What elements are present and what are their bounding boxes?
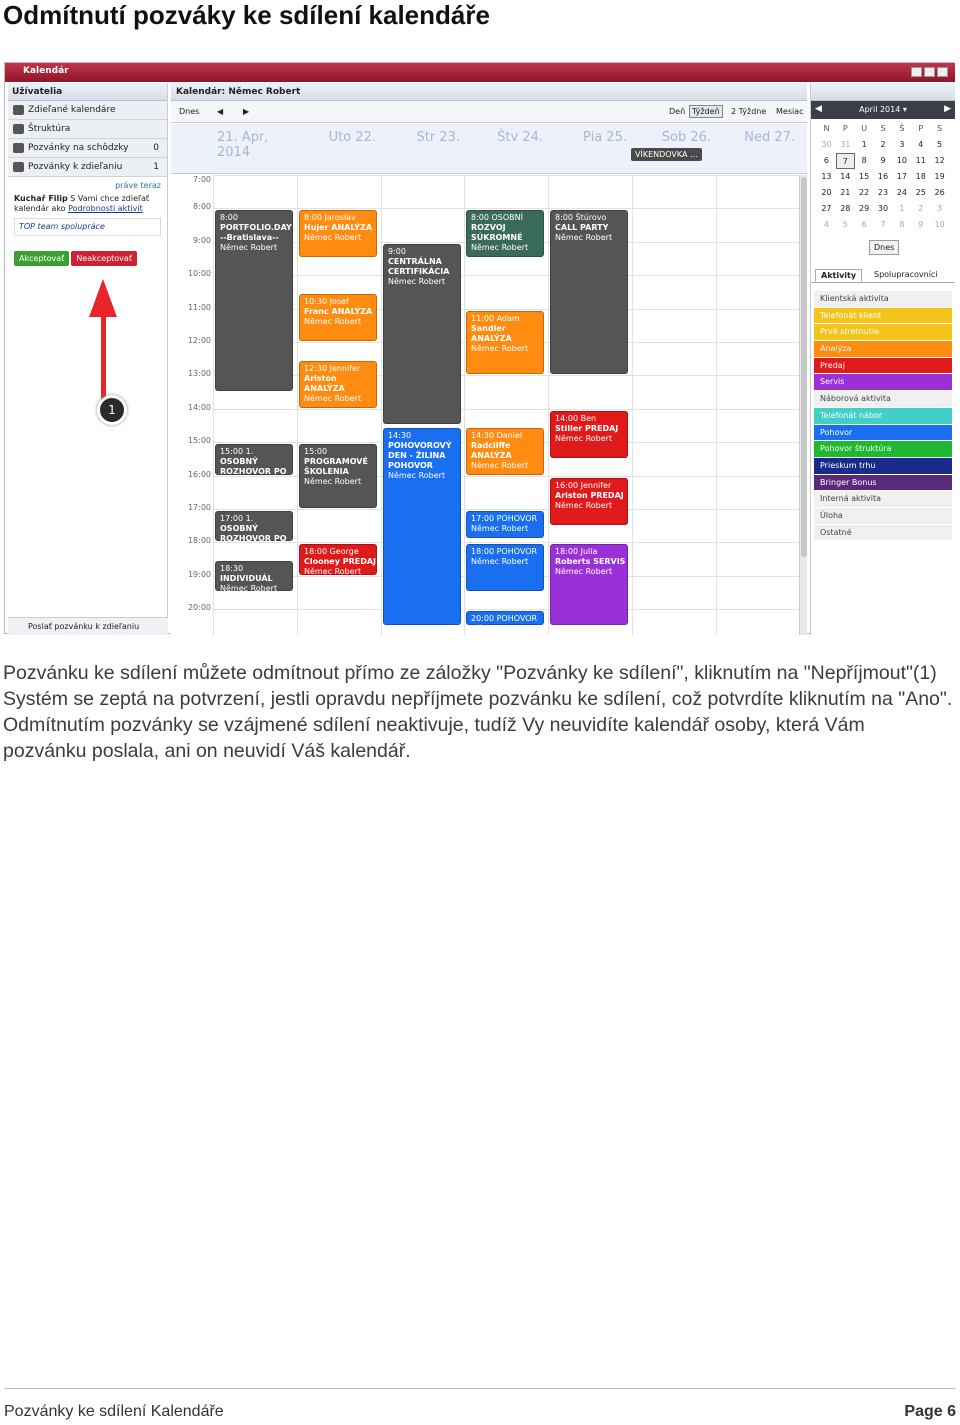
event-text: DEN - ŽILINA xyxy=(388,450,446,460)
time-label: 19:00 xyxy=(187,569,211,579)
event-text: --Bratislava-- xyxy=(220,233,279,243)
chevron-down-icon[interactable]: ▾ xyxy=(900,105,907,114)
event-text: Němec Robert xyxy=(304,316,362,326)
event-text: Hujer ANALÝZA xyxy=(304,223,373,233)
day-column-line xyxy=(548,175,549,635)
mini-calendar-day[interactable]: 7 xyxy=(880,220,886,229)
day-header[interactable]: Sob 26. xyxy=(661,130,711,145)
calendar-event[interactable] xyxy=(466,611,544,634)
event-text: Němec Robert xyxy=(304,233,362,243)
week-row xyxy=(817,217,949,233)
mini-calendar-day[interactable]: 7 xyxy=(836,153,855,169)
time-label: 11:00 xyxy=(187,302,211,312)
event-text: ANALÝZA xyxy=(471,450,512,460)
time-label: 12:00 xyxy=(187,336,211,345)
mini-calendar-day[interactable]: 16 xyxy=(877,172,889,181)
time-label: 7:00 xyxy=(193,175,211,184)
minimize-icon[interactable] xyxy=(911,67,922,77)
mini-calendar-day[interactable]: 19 xyxy=(934,172,945,181)
event-text: Němec Robert xyxy=(388,276,446,286)
event-text: 12:30 Jennifer xyxy=(304,363,361,373)
mini-calendar-day[interactable]: 1 xyxy=(861,140,867,149)
mini-calendar-day[interactable]: 12 xyxy=(934,156,945,165)
annotation-marker: 1 xyxy=(97,395,127,425)
event-text: Němec Robert xyxy=(220,584,278,594)
calendar-event[interactable] xyxy=(466,544,544,591)
weekday-label: S xyxy=(937,124,943,133)
mini-calendar-day[interactable]: 3 xyxy=(937,204,943,213)
hour-line xyxy=(213,175,801,176)
event-text: ROZVOJ xyxy=(471,223,506,233)
event-text: Radcliffe xyxy=(471,440,511,450)
nav-item-shared-calendars[interactable] xyxy=(8,101,167,120)
nav-item-share-invites[interactable] xyxy=(8,158,167,177)
time-label: 17:00 xyxy=(187,503,211,512)
weekday-label: P xyxy=(842,124,848,133)
next-month-icon[interactable]: ▶ xyxy=(944,104,951,114)
annotation-arrow-head xyxy=(89,279,117,317)
event-text: INDIVIDUÁL xyxy=(220,574,273,584)
calendar-event[interactable] xyxy=(299,544,377,577)
mini-calendar-day[interactable]: 27 xyxy=(821,204,832,213)
mini-calendar-day[interactable]: 15 xyxy=(859,172,870,181)
day-column-line xyxy=(632,175,633,635)
event-text: ANALÝZA xyxy=(304,383,345,393)
mini-calendar-day[interactable]: 9 xyxy=(918,220,924,229)
event-text: SÚKROMNÉ xyxy=(471,233,523,243)
mini-calendar-day[interactable]: 3 xyxy=(899,140,905,149)
event-text: 11:00 Adam xyxy=(471,313,520,323)
event-text: Roberts SERVIS xyxy=(555,557,626,567)
calendar-scrollbar[interactable] xyxy=(799,175,807,635)
nav-item-label: Štruktúra xyxy=(28,124,71,134)
nav-item-label: Zdieľané kalendáre xyxy=(28,105,116,115)
footer-title: Pozvánky ke sdílení Kalendáře xyxy=(4,1403,224,1420)
close-icon[interactable] xyxy=(937,67,948,77)
left-panel-header xyxy=(8,83,167,101)
day-header[interactable]: Ned 27. xyxy=(744,130,795,145)
right-panel-header xyxy=(811,83,955,101)
invitation-note: TOP team spolupráce xyxy=(14,218,161,236)
decline-button[interactable]: Neakceptovať xyxy=(71,251,137,266)
view-2weeks[interactable]: 2 Týždne xyxy=(731,107,767,116)
nav-item-count: 1 xyxy=(153,162,159,172)
calendar-event[interactable] xyxy=(550,411,628,458)
event-text: OSOBNÝ xyxy=(220,524,258,533)
accept-button[interactable]: Akceptovať xyxy=(14,251,69,266)
calendar-event[interactable] xyxy=(215,561,293,594)
event-text: Němec Robert xyxy=(220,243,278,253)
event-text: Ariston xyxy=(304,373,337,383)
event-text: ŠKOLENIA xyxy=(304,467,349,477)
event-text: 10:30 Josef xyxy=(304,296,349,306)
invitation-time: práve teraz xyxy=(115,181,161,190)
mini-calendar-day[interactable]: 11 xyxy=(915,156,926,165)
next-arrow-icon[interactable]: ▶ xyxy=(243,107,250,116)
event-text: Němec Robert xyxy=(471,557,529,567)
event-text: ROZHOVOR PO xyxy=(220,534,287,543)
right-panel-tabs xyxy=(811,267,955,283)
mini-calendar-day[interactable]: 8 xyxy=(861,156,867,165)
event-text: 20:00 POHOVOR xyxy=(471,614,538,624)
weekday-label: P xyxy=(918,124,924,133)
event-text: CERTIFIKÁCIA xyxy=(388,266,450,276)
weekday-label: Š xyxy=(899,124,905,133)
event-text: Němec Robert xyxy=(555,233,613,243)
send-share-invite-link[interactable] xyxy=(8,617,168,635)
event-text: Němec Robert xyxy=(388,470,446,480)
activity-category[interactable]: Ostatné xyxy=(814,525,952,542)
mini-calendar xyxy=(811,119,955,235)
mini-calendar-day[interactable]: 10 xyxy=(896,156,907,165)
mini-calendar-day[interactable]: 31 xyxy=(840,140,851,149)
time-label: 10:00 xyxy=(187,269,211,279)
structure-icon xyxy=(13,124,24,134)
mini-calendar-day[interactable]: 4 xyxy=(823,220,829,229)
activity-category[interactable]: Bringer Bonus xyxy=(814,475,952,492)
mini-calendar-day[interactable]: 26 xyxy=(934,188,945,197)
event-text: CENTRÁLNA xyxy=(388,256,442,266)
people-icon xyxy=(13,162,24,172)
tab-colleagues[interactable]: Spolupracovníci xyxy=(874,270,938,279)
weekday-label: N xyxy=(823,124,830,133)
activity-category[interactable]: Náborová aktivita xyxy=(814,391,952,408)
mini-calendar-day[interactable]: 25 xyxy=(915,188,926,197)
maximize-icon[interactable] xyxy=(924,67,935,77)
calendar-icon xyxy=(13,105,24,115)
week-row xyxy=(817,153,949,169)
calendar-event[interactable] xyxy=(299,444,377,508)
weekday-header-row xyxy=(817,121,949,137)
footer-divider xyxy=(4,1388,956,1389)
mini-calendar-day[interactable]: 6 xyxy=(823,156,829,165)
hour-line xyxy=(213,542,801,543)
event-text: Němec Robert xyxy=(471,624,529,634)
mini-calendar-day[interactable]: 24 xyxy=(896,188,907,197)
hour-line xyxy=(213,275,801,276)
mini-today-button[interactable]: Dnes xyxy=(869,240,899,255)
event-text: 18:00 Julia xyxy=(555,547,598,557)
month-label[interactable]: April 2014 xyxy=(859,105,901,114)
activity-category[interactable]: Pohovor xyxy=(814,425,952,442)
week-row xyxy=(817,137,949,153)
event-text: 14:30 xyxy=(388,430,412,440)
mini-calendar-header xyxy=(811,101,955,119)
activity-category[interactable]: Prieskum trhu xyxy=(814,458,952,475)
activity-category[interactable]: Úloha xyxy=(814,508,952,525)
window-title: Kalendár xyxy=(23,66,69,76)
left-panel xyxy=(8,83,168,635)
event-text: Ariston PREDAJ xyxy=(555,490,624,500)
event-text: PORTFOLIO.DAY xyxy=(220,223,292,233)
time-label: 16:00 xyxy=(187,469,211,479)
event-text: 17:00 1. xyxy=(220,514,254,523)
right-panel xyxy=(810,83,955,635)
event-text: Němec Robert xyxy=(555,500,613,510)
event-text: Clooney PREDAJ xyxy=(304,557,377,567)
time-label: 18:00 xyxy=(187,536,211,546)
day-column-line xyxy=(381,175,382,635)
nav-item-structure[interactable] xyxy=(8,120,167,139)
nav-item-meeting-invites[interactable] xyxy=(8,139,167,158)
mini-calendar-day[interactable]: 6 xyxy=(861,220,867,229)
calendar-event[interactable] xyxy=(299,361,377,408)
week-row xyxy=(817,185,949,201)
event-text: Němec Robert xyxy=(304,393,362,403)
calendar-event[interactable] xyxy=(215,210,293,391)
day-header[interactable]: Uto 22. xyxy=(328,130,376,145)
mini-calendar-day[interactable]: 5 xyxy=(937,140,943,149)
hour-line xyxy=(213,208,801,209)
time-label: 13:00 xyxy=(187,369,211,379)
event-text: OSOBNÝ xyxy=(220,457,258,467)
invitation-permission-link[interactable]: Podrobnosti aktivít xyxy=(68,204,143,213)
event-text: CALL PARTY xyxy=(555,223,609,233)
mini-calendar-day[interactable]: 8 xyxy=(899,220,905,229)
view-week[interactable]: Týždeň xyxy=(689,105,723,118)
invitation-sender: Kuchař Filip xyxy=(14,194,68,203)
page-number: Page 6 xyxy=(904,1403,956,1420)
mini-calendar-day[interactable]: 4 xyxy=(918,140,924,149)
mini-calendar-day[interactable]: 20 xyxy=(821,188,832,197)
share-invitation xyxy=(8,177,167,273)
time-label: 20:00 xyxy=(187,603,211,613)
view-month[interactable]: Mesiac xyxy=(776,107,804,116)
activity-category[interactable]: Telefonát nábor xyxy=(814,408,952,425)
day-column-line xyxy=(297,175,298,635)
calendar-event[interactable] xyxy=(466,210,544,257)
hour-line xyxy=(213,509,801,510)
calendar-event[interactable] xyxy=(550,544,628,625)
weekday-label: U xyxy=(861,124,868,133)
mini-calendar-day[interactable]: 14 xyxy=(840,172,851,181)
mini-calendar-day[interactable]: 22 xyxy=(859,188,870,197)
activity-category[interactable]: Klientská aktivita xyxy=(814,291,952,308)
mini-calendar-day[interactable]: 28 xyxy=(840,204,851,213)
mini-calendar-day[interactable]: 9 xyxy=(880,156,886,165)
event-text: Stiller PREDAJ xyxy=(555,423,619,433)
activity-category[interactable]: Predaj xyxy=(814,358,952,375)
event-text: 15:00 xyxy=(304,447,328,457)
tab-activities[interactable]: Aktivity xyxy=(815,269,862,282)
activity-category[interactable]: Prvé stretnutie xyxy=(814,324,952,341)
left-panel-title: Užívatelia xyxy=(12,87,63,97)
invitation-text: S Vami chce zdieľať kalendár ako xyxy=(14,194,150,213)
nav-item-label: Pozvánky k zdieľaniu xyxy=(28,162,123,172)
event-text: Němec Robert xyxy=(471,524,529,533)
hour-line xyxy=(213,409,801,410)
time-label: 14:00 xyxy=(187,402,211,412)
day-headers xyxy=(171,124,807,174)
prev-arrow-icon[interactable]: ◀ xyxy=(217,107,224,116)
calendar-event[interactable] xyxy=(383,428,461,625)
event-text: 14:00 Ben xyxy=(555,413,597,423)
mini-calendar-day[interactable]: 18 xyxy=(915,172,926,181)
event-text: 17:00 POHOVOR xyxy=(471,514,538,523)
event-text: POHOVOROVÝ xyxy=(388,440,452,450)
event-text: Franc ANALÝZA xyxy=(304,306,373,316)
day-column-line xyxy=(716,175,717,635)
event-text: 9:00 xyxy=(388,246,406,256)
activity-categories xyxy=(811,291,955,541)
event-text: PROGRAMOVÉ xyxy=(304,457,368,467)
event-text: Němec Robert xyxy=(304,567,362,577)
calendar-event[interactable] xyxy=(299,294,377,341)
event-text: Němec Robert xyxy=(555,567,613,577)
time-label: 9:00 xyxy=(193,235,211,245)
event-text: Sandler xyxy=(471,323,506,333)
event-text: 18:30 xyxy=(220,564,244,574)
day-header[interactable]: 21. Apr, 2014 xyxy=(217,130,269,160)
mini-calendar-day[interactable]: 30 xyxy=(877,204,889,213)
time-label: 8:00 xyxy=(193,202,211,212)
today-button[interactable]: Dnes xyxy=(179,107,200,116)
nav-item-label: Pozvánky na schôdzky xyxy=(28,143,129,153)
event-text: Němec Robert xyxy=(471,343,529,353)
mini-calendar-day[interactable]: 13 xyxy=(821,172,832,181)
calendar-event[interactable] xyxy=(299,210,377,257)
day-header[interactable]: Str 23. xyxy=(416,130,460,145)
mini-calendar-day[interactable]: 2 xyxy=(880,140,886,149)
calendar-event[interactable] xyxy=(466,311,544,375)
activity-category[interactable]: Pohovor štruktúra xyxy=(814,441,952,458)
event-text: ROZHOVOR PO xyxy=(220,467,287,477)
event-text: Němec Robert xyxy=(471,460,529,470)
day-column-line xyxy=(464,175,465,635)
event-text: 16:00 Jennifer xyxy=(555,480,612,490)
event-text: Němec Robert xyxy=(471,243,529,253)
prev-month-icon[interactable]: ◀ xyxy=(815,104,822,114)
day-header[interactable]: Pia 25. xyxy=(583,130,627,145)
event-text: POHOVOR xyxy=(388,460,433,470)
event-text: Němec Robert xyxy=(304,477,362,487)
calendar-panel xyxy=(171,83,807,635)
scroll-thumb[interactable] xyxy=(801,177,807,557)
calendar-event[interactable] xyxy=(550,478,628,525)
event-text: 18:00 George xyxy=(304,547,359,557)
calendar-event[interactable] xyxy=(215,511,293,541)
activity-category[interactable]: Analýza xyxy=(814,341,952,358)
mini-calendar-day[interactable]: 10 xyxy=(934,220,945,229)
calendar-event[interactable] xyxy=(466,428,544,475)
invitation-message xyxy=(14,194,161,214)
mini-calendar-day[interactable]: 1 xyxy=(899,204,905,213)
calendar-event[interactable] xyxy=(550,210,628,374)
week-grid xyxy=(171,175,807,635)
hour-line xyxy=(213,609,801,610)
day-header[interactable]: Štv 24. xyxy=(497,130,543,145)
event-text: 8:00 OSOBNÍ xyxy=(471,213,524,223)
week-row xyxy=(817,169,949,185)
document-title: Odmítnutí pozváky ke sdílení kalendáře xyxy=(3,0,490,30)
activity-category[interactable]: Telefonát klient xyxy=(814,308,952,325)
mini-calendar-day[interactable]: 5 xyxy=(842,220,848,229)
calendar-toolbar xyxy=(171,101,807,123)
event-text: 8:00 Jaroslav xyxy=(304,213,356,223)
event-text: 14:30 Daniel xyxy=(471,430,523,440)
mini-calendar-day[interactable]: 21 xyxy=(840,188,851,197)
mini-calendar-day[interactable]: 23 xyxy=(877,188,889,197)
window-titlebar xyxy=(5,63,955,82)
app-screenshot xyxy=(4,62,954,634)
event-text: ANALÝZA xyxy=(471,333,512,343)
activity-category[interactable]: Interná aktivita xyxy=(814,491,952,508)
mini-calendar-day[interactable]: 17 xyxy=(896,172,907,181)
time-label: 15:00 xyxy=(187,436,211,446)
mini-calendar-day[interactable]: 30 xyxy=(821,140,832,149)
calendar-event[interactable] xyxy=(383,244,461,425)
calendar-header: Kalendár: Němec Robert xyxy=(171,83,807,101)
body-paragraph: Pozvánku ke sdílení můžete odmítnout přímo ze záložky "Pozvánky ke sdílení", kliknutím na "Nepříjmout"(1) Systém se zeptá na potvrzení, jestli opravdu nepříjmete pozvánku ke sdílení, což potvrdíte kliknutím na "Ano". Odmítnutím pozvánky se vzájmené sdílení neaktivuje, tudíž Vy neuvidíte kalendář osoby, která Vám pozvánku poslala, ani on neuvidí Váš kalendář. xyxy=(3,662,953,762)
view-day[interactable]: Deň xyxy=(669,107,686,116)
send-share-invite-label: Poslať pozvánku k zdieľaniu xyxy=(28,622,140,631)
activity-category[interactable]: Servis xyxy=(814,374,952,391)
weekend-event-badge[interactable]: VÍKENDOVKA ... xyxy=(631,148,702,161)
event-text: 8:00 xyxy=(220,213,238,223)
event-text: 8:00 Štúrovo xyxy=(555,213,607,223)
weekday-label: S xyxy=(880,124,886,133)
week-row xyxy=(817,201,949,217)
mini-calendar-day[interactable]: 2 xyxy=(918,204,924,213)
calendar-event[interactable] xyxy=(466,511,544,538)
nav-item-count: 0 xyxy=(153,143,159,153)
people-icon xyxy=(13,143,24,153)
event-text: 15:00 1. xyxy=(220,447,254,457)
mini-calendar-day[interactable]: 29 xyxy=(859,204,870,213)
event-text: 18:00 POHOVOR xyxy=(471,547,538,557)
day-column-line xyxy=(213,175,214,635)
event-text: Němec Robert xyxy=(555,433,613,443)
calendar-event[interactable] xyxy=(215,444,293,477)
